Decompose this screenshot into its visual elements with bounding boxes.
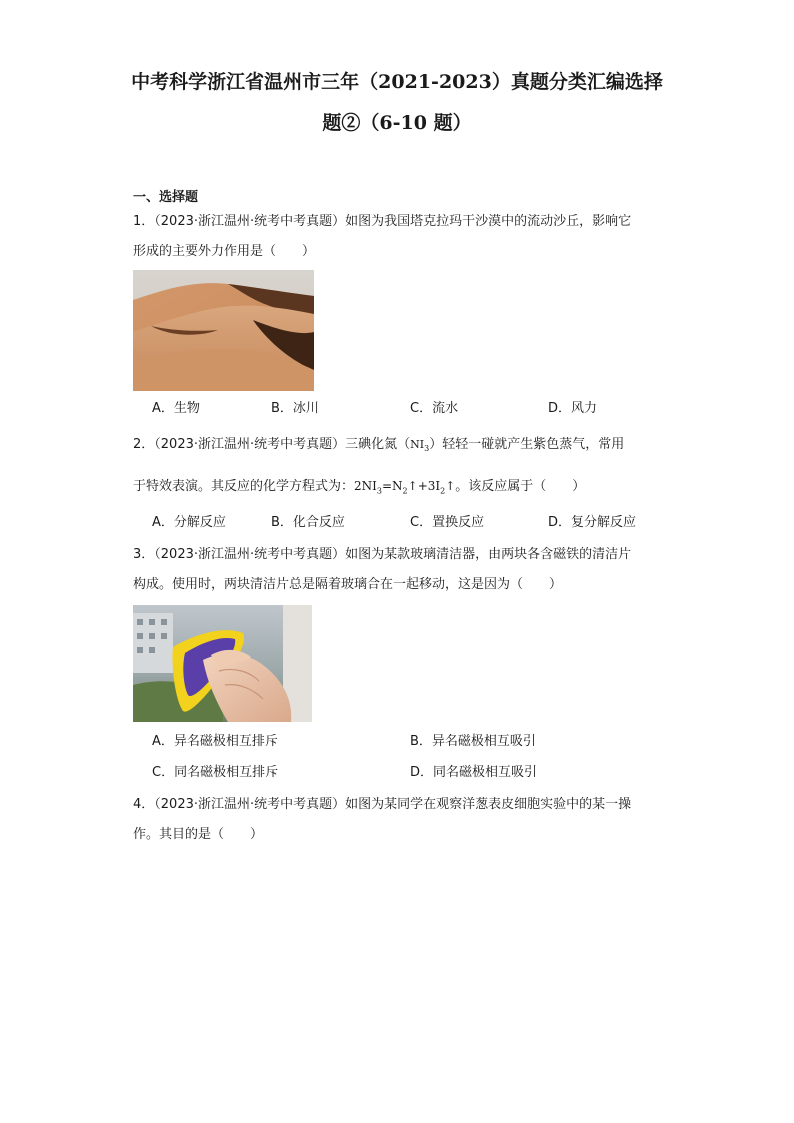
question-4-line2: 作。其目的是（ ） (133, 827, 264, 842)
question-3-option-c[interactable]: C．同名磁极相互排斥 (152, 765, 279, 780)
document-title-line2: 题②（6-10 题） (322, 112, 472, 134)
question-2-text-a: 2．（2023·浙江温州·统考中考真题）三碘化氮（ (133, 437, 411, 452)
document-title-line1: 中考科学浙江省温州市三年（2021-2023）真题分类汇编选择 (131, 71, 663, 93)
section-heading: 一、选择题 (133, 190, 199, 205)
question-2-option-c[interactable]: C．置换反应 (410, 515, 485, 530)
question-4-line1: 4．（2023·浙江温州·统考中考真题）如图为某同学在观察洋葱表皮细胞实验中的某一操 (133, 797, 632, 812)
question-1-line1: 1．（2023·浙江温州·统考中考真题）如图为我国塔克拉玛干沙漠中的流动沙丘，影响它 (133, 214, 632, 229)
question-1-option-d[interactable]: D．风力 (548, 401, 598, 416)
question-1-option-b[interactable]: B．冰川 (271, 401, 319, 416)
question-2-line2 (133, 477, 585, 500)
glass-cleaner-image (133, 605, 312, 722)
question-2-option-a[interactable]: A．分解反应 (152, 515, 226, 530)
question-1-option-c[interactable]: C．流水 (410, 401, 459, 416)
question-2-text-b: ）轻轻一碰就产生紫色蒸气，常用 (429, 437, 625, 452)
question-2-text-d: 。该反应属于（ ） (455, 479, 586, 494)
question-2-text-c: 于特效表演。其反应的化学方程式为： (133, 479, 355, 494)
question-3-line1: 3．（2023·浙江温州·统考中考真题）如图为某款玻璃清洁器，由两块各含磁铁的清洁片 (133, 547, 632, 562)
question-3-option-d[interactable]: D．同名磁极相互吸引 (410, 765, 538, 780)
chemical-equation: $2NI_3=N_2↑+3I_2↑$ (354, 479, 456, 496)
question-1-option-a[interactable]: A．生物 (152, 401, 200, 416)
question-3-option-b[interactable]: B．异名磁极相互吸引 (410, 734, 536, 749)
sand-dune-image (133, 270, 314, 391)
question-2-option-b[interactable]: B．化合反应 (271, 515, 345, 530)
ni3-formula: $NI_3$ (410, 438, 430, 454)
question-1-line2: 形成的主要外力作用是（ ） (133, 244, 316, 259)
question-2-line1 (133, 436, 624, 458)
sand-dune-picture (133, 270, 314, 391)
question-3-line2: 构成。使用时，两块清洁片总是隔着玻璃合在一起移动，这是因为（ ） (133, 577, 563, 592)
question-3-option-a[interactable]: A．异名磁极相互排斥 (152, 734, 278, 749)
glass-cleaner-picture (133, 605, 312, 722)
question-2-option-d[interactable]: D．复分解反应 (548, 515, 637, 530)
